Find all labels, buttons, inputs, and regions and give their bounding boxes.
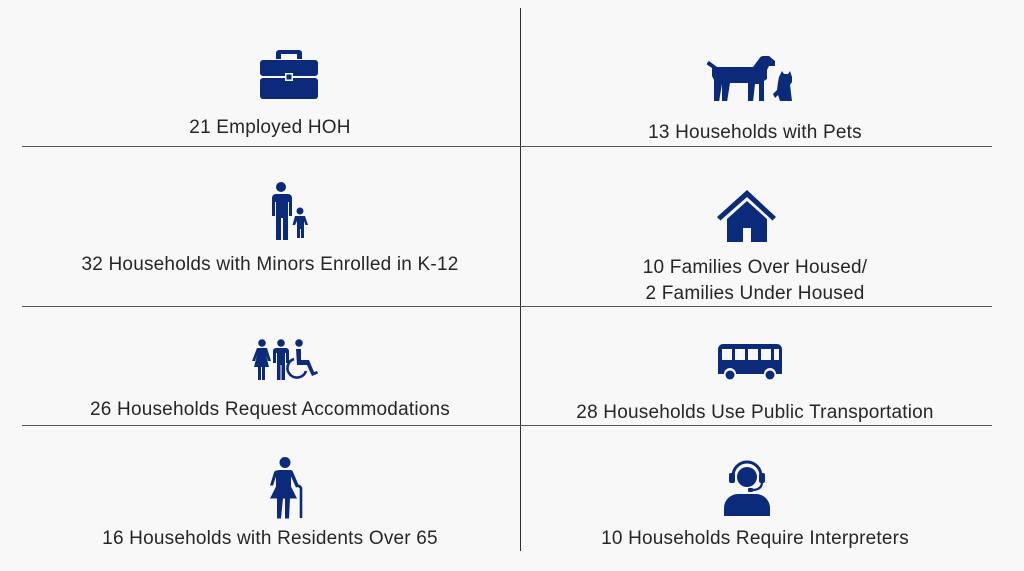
column-divider: [520, 8, 521, 551]
house-icon: [717, 189, 777, 243]
stat-seniors-label: 16 Households with Residents Over 65: [102, 528, 438, 549]
stat-pets: [530, 0, 980, 146]
stat-pets-label: 13 Households with Pets: [648, 122, 862, 143]
stat-seniors: [40, 425, 500, 571]
briefcase-icon: [259, 48, 319, 100]
stat-interpreters: [530, 425, 980, 571]
stat-employed-label: 21 Employed HOH: [189, 117, 351, 138]
stat-minors: [40, 146, 500, 306]
parent-child-icon: [267, 182, 311, 242]
stat-housing-line2: 2 Families Under Housed: [645, 283, 865, 304]
bus-icon: [717, 343, 783, 381]
stat-transport-label: 28 Households Use Public Transportation: [576, 402, 934, 423]
stat-interpreters-label: 10 Households Require Interpreters: [601, 528, 909, 549]
stat-minors-label: 32 Households with Minors Enrolled in K-12: [81, 254, 459, 275]
headset-person-icon: [722, 459, 772, 517]
dog-cat-icon: [707, 53, 797, 101]
stat-accommodations-label: 26 Households Request Accommodations: [90, 399, 450, 420]
stat-housing-line1: 10 Families Over Housed/: [642, 257, 868, 278]
stat-housing: [530, 146, 980, 306]
accessibility-people-icon: [252, 339, 322, 381]
elderly-person-icon: [264, 457, 310, 519]
stat-employed: [40, 0, 500, 146]
stat-transport: [530, 306, 980, 425]
stat-accommodations: [40, 306, 500, 425]
